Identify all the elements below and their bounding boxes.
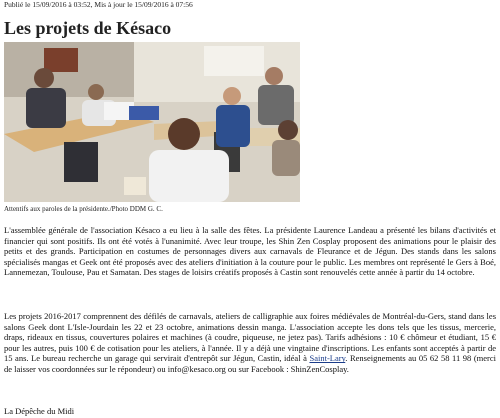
article-photo	[4, 42, 300, 202]
article-title: Les projets de Késaco	[4, 18, 172, 38]
article-paragraph-2	[4, 311, 496, 375]
paragraph-2-text-b: . Renseignements au 05 62 58 11 98 (merci de laisser vos coordonnées sur le répondeur) ou info@kesaco.org ou sur Facebook : ShinZenCosplay.	[4, 353, 496, 374]
publication-meta: Publié le 15/09/2016 à 03:52, Mis à jour le 15/09/2016 à 07:56	[4, 0, 193, 9]
article-source: La Dépêche du Midi	[4, 406, 75, 416]
photo-caption: Attentifs aux paroles de la présidente./Photo DDM G. C.	[4, 205, 163, 213]
saint-lary-link[interactable]: Saint-Lary	[309, 353, 346, 364]
article-paragraph-1: L'assemblée générale de l'association Késaco a eu lieu à la salle des fêtes. La présidente Laurence Landeau a présenté les bilans d'activités et financier qui sont positifs. Ils ont été votés à l'unanimité. Avec leur troupe, les Shin Zen Cosplay proposent des animations pour le plaisir des petits et des grands. Participation en costumes de personnages divers aux carnavals de Fleurance et de Jégun. Des stands dans les salons spécialisés mangas et Geek ont été proposés avec des ateliers d'initiation à la couture pour le public. Les membres ont représenté le Gers à Boé, Lannemezan, Toulouse, Pau et Samatan. Des stages de loisirs créatifs proposés à Castin sont renouvelés cette année à partir du 14 octobre.	[4, 225, 496, 278]
meeting-photo-illustration	[4, 42, 300, 202]
paragraph-2-text-a: Les projets 2016-2017 comprennent des défilés de carnavals, ateliers de calligraphie aux foires médiévales de Montréal-du-Gers, stand dans les salons Geek dont L'Isle-Jourdain les 22 et 23 octobre, animations dessin manga. L'association accepte les dons tels que les tissus, mercerie, draps, rideaux en tissus, couvertures polaires et machines (à coudre, piqueuse, ne jetez pas). Tarifs adhésions : 10 € chômeur et étudiant, 15 € pour les autres, puis 100 € de cotisation pour les ateliers, à l'année. Il y a déjà une vingtaine d'inscriptions. Les enfants sont acceptés à partir de 15 ans. Le bureau recherche un garage qui servirait d'entrepôt sur Jégun, Castin, idéal à	[4, 311, 496, 364]
